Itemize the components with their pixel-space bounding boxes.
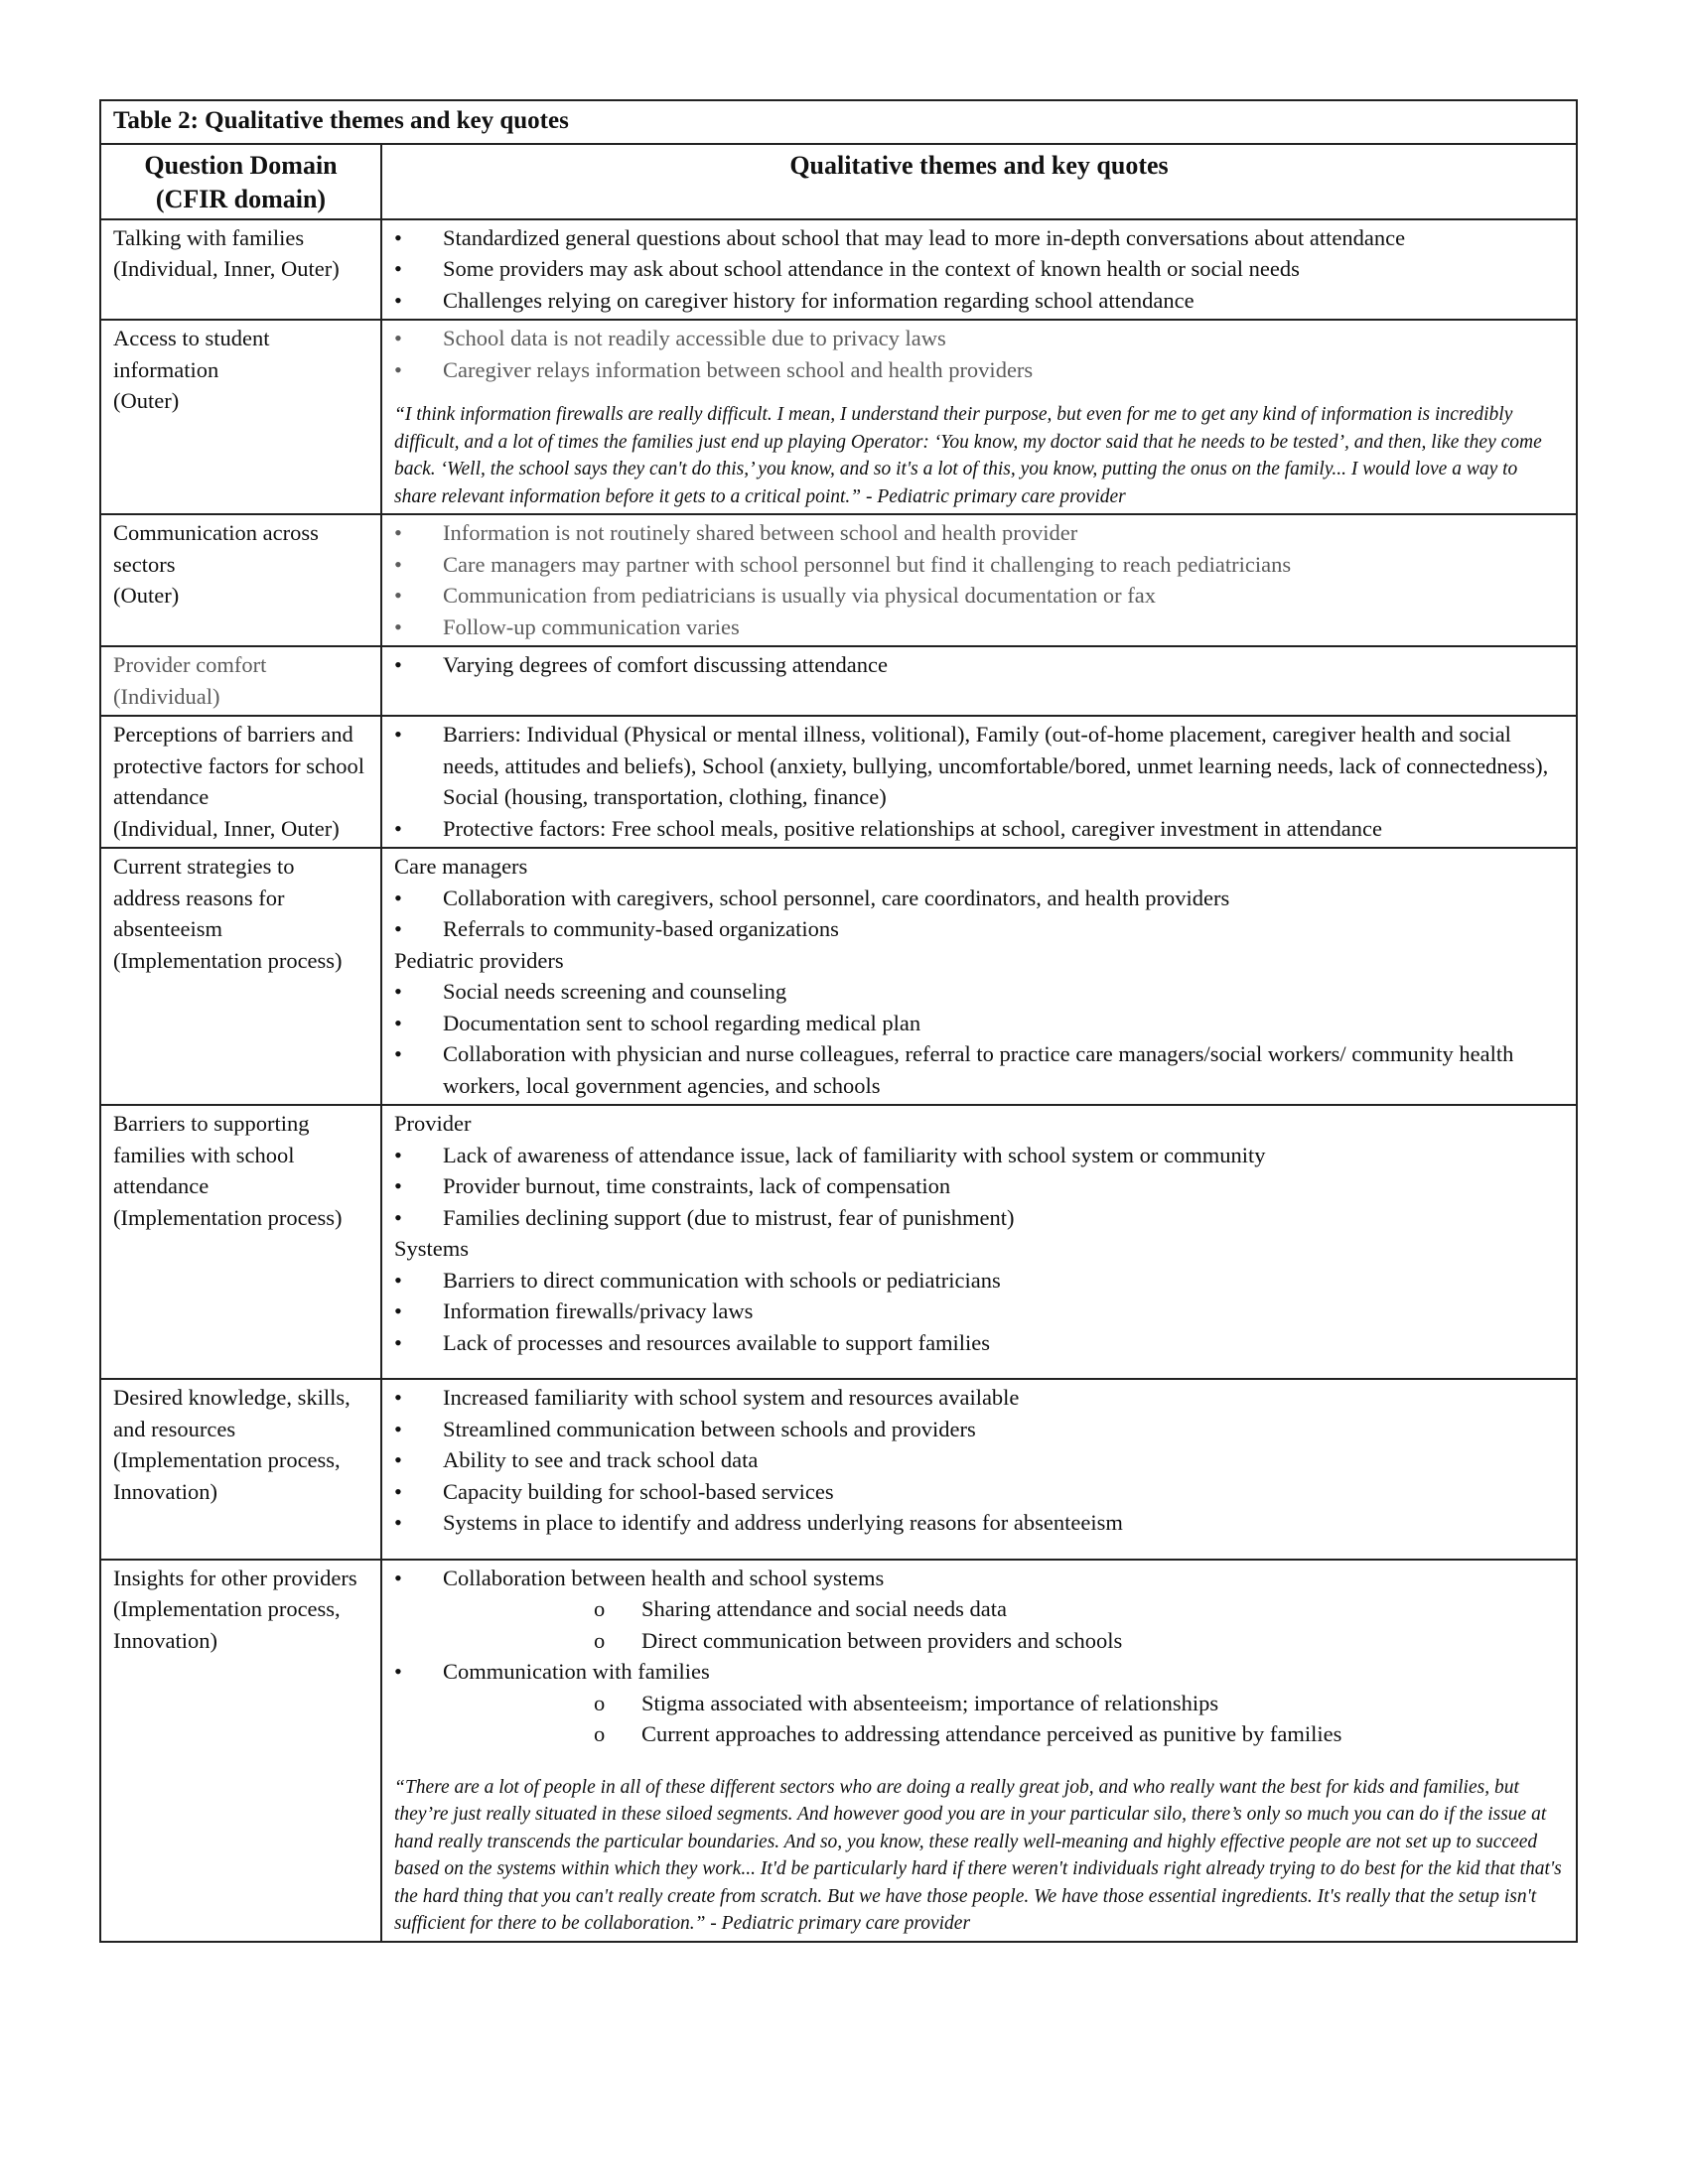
list-item: • Standardized general questions about school that may lead to more in-depth conversations about attendance (394, 222, 1564, 254)
themes-cell (381, 320, 1577, 514)
list-item: • Barriers: Individual (Physical or mental illness, volitional), Family (out-of-home placement, caregiver health and social needs, attitudes and beliefs), School (anxiety, bullying, uncomfortable/bored, unmet learning needs, lack of connectedness), Social (housing, transportation, clothing, finance) (394, 719, 1564, 813)
domain-line: Innovation) (113, 1627, 217, 1653)
theme-list (394, 1382, 1564, 1539)
domain-line: address reasons for (113, 885, 285, 910)
themes-cell (381, 1105, 1577, 1379)
list-item: • Care managers may partner with school personnel but find it challenging to reach pediatricians (394, 549, 1564, 581)
domain-line: Provider comfort (113, 652, 267, 677)
group-label: Systems (394, 1236, 470, 1261)
themes-cell (381, 1379, 1577, 1560)
list-item (394, 1563, 1564, 1657)
list-item: • School data is not readily accessible due to privacy laws (394, 323, 1564, 354)
domain-cell (100, 1105, 381, 1379)
list-item: • Ability to see and track school data (394, 1444, 1564, 1476)
table-row (100, 646, 1577, 716)
themes-cell (381, 1560, 1577, 1942)
domain-line: (Outer) (113, 583, 180, 608)
themes-cell (381, 848, 1577, 1105)
domain-cell (100, 716, 381, 848)
domain-line: Perceptions of barriers and (113, 722, 353, 747)
list-item: • Families declining support (due to mistrust, fear of punishment) (394, 1202, 1564, 1234)
list-item: • Caregiver relays information between school and health providers (394, 354, 1564, 386)
list-item: • Varying degrees of comfort discussing attendance (394, 649, 1564, 681)
table-title-row (100, 100, 1577, 144)
domain-line: attendance (113, 784, 210, 809)
list-item: • Communication from pediatricians is usually via physical documentation or fax (394, 580, 1564, 612)
group-label: Pediatric providers (394, 947, 564, 973)
domain-cell (100, 219, 381, 321)
list-item: • Follow-up communication varies (394, 612, 1564, 643)
domain-line: attendance (113, 1173, 210, 1198)
sub-list-item: o Current approaches to addressing attendance perceived as punitive by families (443, 1718, 1564, 1750)
theme-list (394, 1563, 1564, 1750)
key-quote: “There are a lot of people in all of these different sectors who are doing a really great job, and who really want the best for kids and families, but they’re just really situated in these siloed segments. And however good you are in your particular silo, there’s only so much you can do if the issue at hand really transcends the particular boundaries. And so, you know, these really well-meaning and highly effective people are not set up to succeed based on the systems within which they work... It'd be particularly hard if there weren't individuals right already trying to do best for the kid that that's the hard thing that you can't really create from scratch. But we have those people. We have those essential ingredients. It's really that the setup isn't sufficient for there to be collaboration.” - Pediatric primary care provider (394, 1776, 1562, 1934)
domain-cell (100, 646, 381, 716)
domain-line: (Implementation process, (113, 1447, 341, 1472)
sub-list-item: o Sharing attendance and social needs data (443, 1593, 1564, 1625)
domain-line: Barriers to supporting (113, 1111, 310, 1136)
sub-list-item: o Stigma associated with absenteeism; importance of relationships (443, 1688, 1564, 1719)
table-row (100, 1379, 1577, 1560)
domain-line: (Implementation process) (113, 1204, 343, 1230)
table-row (100, 1560, 1577, 1942)
themes-cell (381, 646, 1577, 716)
theme-list (394, 976, 1564, 1101)
table-row (100, 716, 1577, 848)
list-item: • Increased familiarity with school system and resources available (394, 1382, 1564, 1414)
list-item: • Lack of processes and resources available to support families (394, 1327, 1564, 1359)
list-item: • Information is not routinely shared between school and health provider (394, 517, 1564, 549)
theme-list (394, 1140, 1564, 1234)
themes-cell (381, 219, 1577, 321)
group-label: Care managers (394, 854, 528, 879)
domain-line: protective factors for school (113, 752, 365, 778)
list-item: • Barriers to direct communication with schools or pediatricians (394, 1265, 1564, 1297)
domain-line: Desired knowledge, skills, (113, 1385, 351, 1410)
domain-line: (Outer) (113, 388, 180, 413)
domain-line: (Individual, Inner, Outer) (113, 815, 340, 841)
domain-line: (Implementation process, (113, 1596, 341, 1621)
domain-line: Communication across (113, 520, 319, 545)
domain-cell (100, 1379, 381, 1560)
list-item-text: Communication with families (443, 1659, 710, 1684)
table-row (100, 848, 1577, 1105)
theme-list (394, 649, 1564, 681)
header-line: (CFIR domain) (155, 184, 327, 213)
domain-line: families with school (113, 1142, 295, 1167)
list-item: • Collaboration with physician and nurse colleagues, referral to practice care managers/social workers/ community health workers, local government agencies, and schools (394, 1038, 1564, 1101)
header-themes-quotes: Qualitative themes and key quotes (381, 144, 1577, 219)
list-item: • Documentation sent to school regarding medical plan (394, 1008, 1564, 1039)
domain-cell (100, 1560, 381, 1942)
domain-line: Access to student (113, 326, 270, 350)
list-item: • Capacity building for school-based services (394, 1476, 1564, 1508)
table-row (100, 219, 1577, 321)
list-item: • Systems in place to identify and address underlying reasons for absenteeism (394, 1507, 1564, 1539)
domain-line: and resources (113, 1416, 236, 1441)
domain-cell (100, 848, 381, 1105)
header-line: Question Domain (144, 150, 338, 180)
domain-line: Current strategies to (113, 854, 295, 879)
domain-line: (Implementation process) (113, 947, 343, 973)
list-item: • Challenges relying on caregiver history for information regarding school attendance (394, 285, 1564, 317)
theme-list (394, 517, 1564, 642)
table-row (100, 1105, 1577, 1379)
sub-list (443, 1688, 1564, 1750)
group-label: Provider (394, 1111, 472, 1136)
domain-cell (100, 320, 381, 514)
list-item: • Collaboration with caregivers, school personnel, care coordinators, and health providers (394, 883, 1564, 914)
table-header-row (100, 144, 1577, 219)
domain-line: information (113, 356, 219, 382)
domain-line: Talking with families (113, 224, 305, 250)
domain-line: absenteeism (113, 916, 222, 941)
theme-list (394, 222, 1564, 317)
theme-list (394, 1265, 1564, 1359)
list-item: • Social needs screening and counseling (394, 976, 1564, 1008)
list-item: • Provider burnout, time constraints, lack of compensation (394, 1170, 1564, 1202)
list-item: • Some providers may ask about school attendance in the context of known health or social needs (394, 253, 1564, 285)
list-item: • Protective factors: Free school meals, positive relationships at school, caregiver investment in attendance (394, 813, 1564, 845)
list-item: • Information firewalls/privacy laws (394, 1296, 1564, 1327)
list-item: • Referrals to community-based organizations (394, 913, 1564, 945)
list-item: • Streamlined communication between schools and providers (394, 1414, 1564, 1445)
theme-list (394, 323, 1564, 385)
sub-list (443, 1593, 1564, 1656)
list-item: • Lack of awareness of attendance issue, lack of familiarity with school system or community (394, 1140, 1564, 1171)
themes-cell (381, 514, 1577, 646)
themes-cell (381, 716, 1577, 848)
domain-line: (Individual) (113, 683, 220, 709)
domain-cell (100, 514, 381, 646)
list-item-text: Collaboration between health and school systems (443, 1565, 885, 1590)
table-title: Table 2: Qualitative themes and key quotes (100, 100, 1577, 144)
theme-list (394, 719, 1564, 844)
table-row (100, 514, 1577, 646)
theme-list (394, 883, 1564, 945)
sub-list-item: o Direct communication between providers and schools (443, 1625, 1564, 1657)
header-question-domain (100, 144, 381, 219)
table-row (100, 320, 1577, 514)
domain-line: Innovation) (113, 1478, 217, 1504)
qualitative-themes-table (99, 99, 1578, 1943)
domain-line: sectors (113, 551, 176, 577)
key-quote: “I think information firewalls are really difficult. I mean, I understand their purpose, but even for me to get any kind of information is incredibly difficult, and a lot of times the families just end up playing Operator: ‘You know, my doctor said that he needs to be tested’, and then, like they come back. ‘Well, the school says they can't do this,’ you know, and so it's a lot of this, you know, putting the onus on the family... I would love a way to share relevant information before it gets to a critical point.” - Pediatric primary care provider (394, 404, 1542, 507)
list-item (394, 1656, 1564, 1750)
domain-line: (Individual, Inner, Outer) (113, 256, 340, 281)
domain-line: Insights for other providers (113, 1565, 357, 1590)
